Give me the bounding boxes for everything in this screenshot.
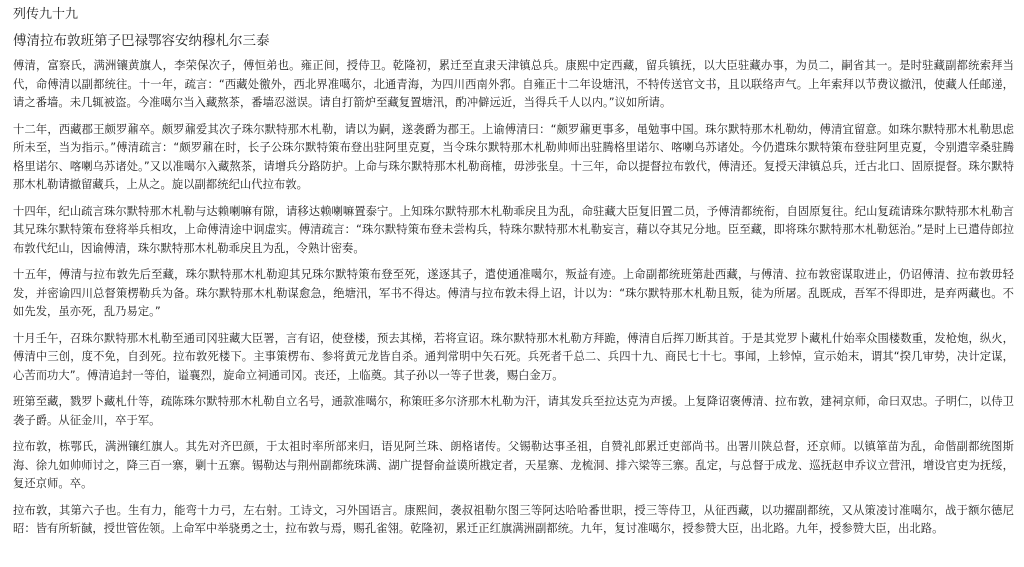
paragraph: 十二年，西藏郡王颇罗鼐卒。颇罗鼐爱其次子珠尔默特那木札勒，请以为嗣，遂袭爵为郡王。上谕傅清曰：“颇罗鼐更事多，黾勉事中国。珠尔默特那木札勒幼，傅清宜留意。如珠尔默特那木札勒思虑所未至，当为指示。”傅清疏言：“颇罗鼐在时，长子公珠尔默特策布登出驻阿里克夏，当令珠尔默特那木札勒帅师出驻腾格里诺尔、喀喇乌苏诸处。今仍遣珠尔默特策布登驻阿里克夏，令别遣宰桑驻腾格里诺尔、喀喇乌苏诸处。”又以准噶尔入藏熬茶，请增兵分路防护。上命与珠尔默特那木札勒商榷，毋涉张皇。十三年，命以提督拉布敦代，傅清还。复授天津镇总兵，迁古北口、固原提督。珠尔默特那木札勒请撤留藏兵，上从之。旋以副都统纪山代拉布敦。 bbox=[13, 122, 1014, 191]
paragraph: 十四年，纪山疏言珠尔默特那木札勒与达赖喇嘛有隙，请移达赖喇嘛置泰宁。上知珠尔默特那木札勒乖戾且为乱，命驻藏大臣复旧置二员，予傅清都统衔，自固原复往。纪山复疏请珠尔默特那木札勒言其兄珠尔默特策布登将举兵相攻，上命傅清途中诇虚实。傅清疏言：“珠尔默特策布登未尝构兵，特珠尔默特那木札勒妄言，藉以夺其兄分地。臣至藏，即将珠尔默特那木札勒惩治。”是时上已遣侍郎拉布敦代纪山，因谕傅清，珠尔默特那木札勒乖戾且为乱，令熟计密奏。 bbox=[13, 204, 1014, 255]
chapter-header: 列传九十九 bbox=[13, 7, 79, 22]
paragraph: 拉布敦，其第六子也。生有力，能弯十力弓，左右射。工诗文，习外国语言。康熙间，袭叔祖勒尔图三等阿达哈哈番世职，授三等侍卫，从征西藏，以功擢副都统，又从策凌讨准噶尔，战于额尔德尼昭：皆有所斩馘，授世管佐领。上命军中举骁勇之士，拉布敦与焉，赐孔雀翎。乾隆初，累迁正红旗满洲副都统。九年，复讨准噶尔，授参赞大臣，出北路。九年，授参赞大臣，出北路。 bbox=[13, 503, 1014, 535]
paragraph: 拉布敦，栋鄂氏，满洲镶红旗人。其先对齐巴颜，于太祖时率所部来归，语见阿兰珠、朗格诸传。父锡勒达事圣祖，自赞礼郎累迁吏部尚书。出署川陕总督，还京师。以镇箪苗为乱，命偕副都统图斯海、徐九如帅师讨之，降三百一寨，剿十五寨。锡勒达与荆州副都统珠满、湖广提督俞益谟所戡定者，天星寨、龙梳洞、排六梁等三寨。乱定，与总督于成龙、巡抚赵申乔议立营汛，增设官吏为抚绥，复还京师。卒。 bbox=[13, 440, 1014, 490]
section-title: 傅清拉布敦班第子巴禄鄂容安纳穆札尔三泰 bbox=[13, 33, 270, 49]
paragraph: 十月壬午，召珠尔默特那木札勒至通司冈驻藏大臣署，言有诏，使登楼，预去其梯，若将宣诏。珠尔默特那木札勒方拜跪，傅清自后挥刀断其首。于是其党罗卜藏札什始率众围楼数重，发枪炮，纵火，傅清中三创，度不免，自刭死。拉布敦死楼下。主事策楞布、参将黄元龙皆自杀。通判常明中矢石死。兵死者千总二、兵四十九、商民七十七。事闻，上轸悼，宣示始末，谓其“揆几审势，决计定谋，心苦而功大”。傅清追封一等伯，谥襄烈，旋命立祠通司冈。丧还，上临奠。其子孙以一等子世袭，赐白金万。 bbox=[13, 331, 1014, 382]
paragraph: 傅清，富察氏，满洲镶黄旗人，李荣保次子，傅恒弟也。雍正间，授侍卫。乾隆初，累迁至直隶天津镇总兵。康熙中定西藏，留兵镇抚，以大臣驻藏办事，为员二，嗣省其一。是时驻藏副都统索拜当代，命傅清以副都统往。十一年，疏言：“西藏处徼外，西北界准噶尔，北通青海，为四川西南外郛。自雍正十二年设塘汛，不特传送官文书，且以联络声气。上年索拜以节费议撤汛，使藏人任邮递，请之番墙。未几辄被盗。今准噶尔当入藏熬茶，番墙忍滋误。请自打箭炉至藏复置塘汛，酌冲僻远近，当得兵千人以内。”议如所请。 bbox=[13, 59, 1014, 109]
paragraph: 十五年，傅清与拉布敦先后至藏，珠尔默特那木札勒迎其兄珠尔默特策布登至死，遂逐其子，遣使通准噶尔，叛益有迹。上命副都统班第赴西藏，与傅清、拉布敦密谋取进止，仍诏傅清、拉布敦毋轻发，并密谕四川总督策楞勒兵为备。珠尔默特那木札勒谋愈急，绝塘汛，军书不得达。傅清与拉布敦未得上诏，计以为：“珠尔默特那木札勒且叛，徒为所屠。乱既成，吾军不得即进，是弃两藏也。不如先发，虽亦死，乱乃易定。” bbox=[13, 268, 1014, 318]
paragraph: 班第至藏，戮罗卜藏札什等，疏陈珠尔默特那木札勒自立名号，通款准噶尔，称策旺多尔济那木札勒为汗，请其发兵至拉达克为声援。上复降诏褒傅清、拉布敦，建祠京师，命曰双忠。子明仁，以侍卫袭子爵。从征金川，卒于军。 bbox=[13, 395, 1014, 427]
